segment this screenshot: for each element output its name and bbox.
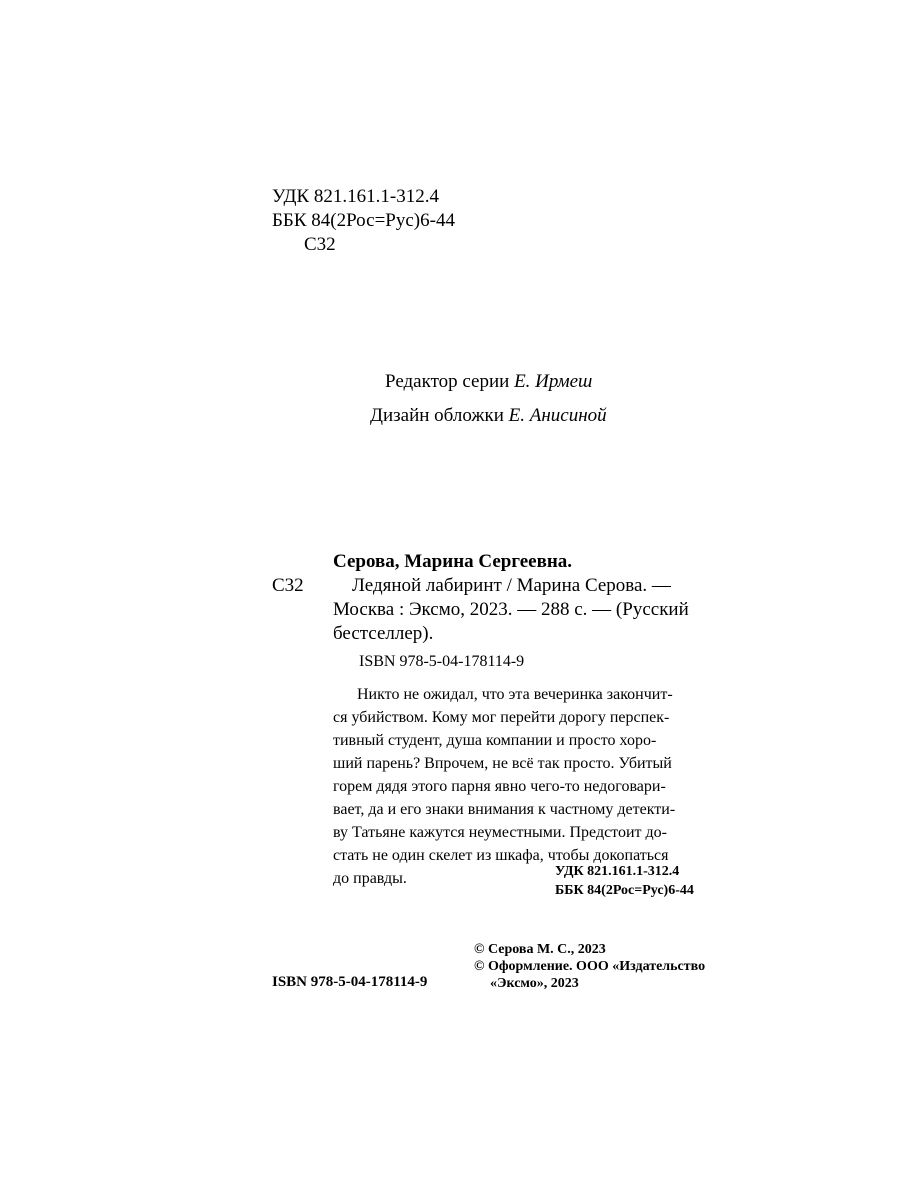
author-code-top: С32 <box>304 234 336 255</box>
annotation-line: тивный студент, душа компании и просто хоро- <box>333 732 657 749</box>
isbn-record: ISBN 978-5-04-178114-9 <box>359 653 525 670</box>
annotation-line: до правды. <box>333 870 407 887</box>
series-editor-label: Редактор серии <box>385 371 510 392</box>
isbn-footer: ISBN 978-5-04-178114-9 <box>272 974 428 990</box>
series-editor-credit <box>385 370 592 394</box>
cover-design-name: Е. Анисиной <box>508 405 607 426</box>
series-editor-name: Е. Ирмеш <box>514 371 593 392</box>
author-code: С32 <box>272 575 304 596</box>
cover-design-credit <box>370 404 607 428</box>
udk-top: УДК 821.161.1-312.4 <box>272 186 439 207</box>
bbk-top: ББК 84(2Рос=Рус)6-44 <box>272 210 455 231</box>
copyright-publisher: «Эксмо», 2023 <box>490 976 579 991</box>
bbk-bottom: ББК 84(2Рос=Рус)6-44 <box>555 883 694 898</box>
annotation-line: ву Татьяне кажутся неуместными. Предстоит до- <box>333 824 667 841</box>
annotation-line: горем дядя этого парня явно чего-то недоговари- <box>333 778 666 795</box>
biblio-line-3: бестселлер). <box>333 623 434 644</box>
biblio-line-2: Москва : Эксмо, 2023. — 288 с. — (Русский <box>333 599 689 620</box>
copyright-design: © Оформление. ООО «Издательство <box>474 959 706 974</box>
annotation-line: вает, да и его знаки внимания к частному детекти- <box>333 801 676 818</box>
copyright-author: © Серова М. С., 2023 <box>474 942 606 957</box>
udk-bottom: УДК 821.161.1-312.4 <box>555 864 680 879</box>
cover-design-label: Дизайн обложки <box>370 405 504 426</box>
annotation-line: ший парень? Впрочем, не всё так просто. Убитый <box>333 755 672 772</box>
annotation-line: стать не один скелет из шкафа, чтобы докопаться <box>333 847 669 864</box>
author-heading: Серова, Марина Сергеевна. <box>333 551 573 572</box>
annotation-line: Никто не ожидал, что эта вечеринка закончит- <box>357 686 673 703</box>
biblio-line-1: Ледяной лабиринт / Марина Серова. — <box>352 575 671 596</box>
annotation-line: ся убийством. Кому мог перейти дорогу перспек- <box>333 709 670 726</box>
